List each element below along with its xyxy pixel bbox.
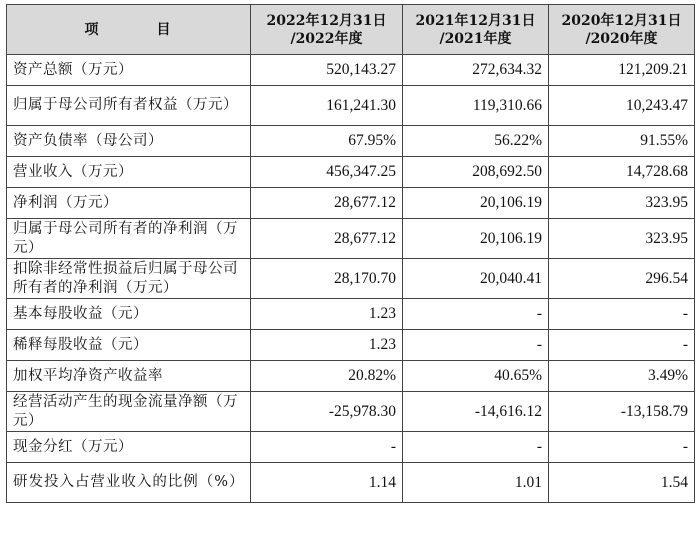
value-2020: 296.54 <box>549 259 695 299</box>
value-2020: - <box>549 299 695 330</box>
value-2021: 40.65% <box>403 361 549 392</box>
table-row <box>7 392 695 432</box>
value-2021: 1.01 <box>403 463 549 503</box>
value-2021: -14,616.12 <box>403 392 549 432</box>
value-2020: 1.54 <box>549 463 695 503</box>
table-row <box>7 259 695 299</box>
header-2022 <box>251 5 403 55</box>
table-row <box>7 126 695 157</box>
row-label: 资产负债率（母公司） <box>7 126 251 157</box>
table-header-row <box>7 5 695 55</box>
value-2020: 3.49% <box>549 361 695 392</box>
value-2022: 1.23 <box>251 330 403 361</box>
header-2021 <box>403 5 549 55</box>
table-row <box>7 86 695 126</box>
value-2021: 272,634.32 <box>403 55 549 86</box>
value-2020: 10,243.47 <box>549 86 695 126</box>
row-label: 净利润（万元） <box>7 188 251 219</box>
value-2022: 1.23 <box>251 299 403 330</box>
header-2022-year: /2022年度 <box>290 30 363 47</box>
header-item-label: 项 目 <box>84 21 193 38</box>
value-2022: 520,143.27 <box>251 55 403 86</box>
table-row <box>7 361 695 392</box>
value-2022: 161,241.30 <box>251 86 403 126</box>
row-label: 研发投入占营业收入的比例（%） <box>7 463 251 503</box>
value-2021: 20,040.41 <box>403 259 549 299</box>
row-label: 经营活动产生的现金流量净额（万元） <box>7 392 251 432</box>
value-2022: -25,978.30 <box>251 392 403 432</box>
value-2021: 56.22% <box>403 126 549 157</box>
value-2022: 67.95% <box>251 126 403 157</box>
row-label: 归属于母公司所有者的净利润（万元） <box>7 219 251 259</box>
value-2022: 28,677.12 <box>251 219 403 259</box>
row-label: 营业收入（万元） <box>7 157 251 188</box>
value-2020: 323.95 <box>549 219 695 259</box>
header-2020-year: /2020年度 <box>585 30 658 47</box>
row-label: 稀释每股收益（元） <box>7 330 251 361</box>
table-row <box>7 330 695 361</box>
row-label: 加权平均净资产收益率 <box>7 361 251 392</box>
value-2020: -13,158.79 <box>549 392 695 432</box>
value-2022: 20.82% <box>251 361 403 392</box>
value-2021: - <box>403 299 549 330</box>
value-2021: 119,310.66 <box>403 86 549 126</box>
value-2020: - <box>549 330 695 361</box>
header-2022-date: 2022年12月31日 <box>266 12 387 29</box>
table-row <box>7 55 695 86</box>
table-row <box>7 432 695 463</box>
table-row <box>7 157 695 188</box>
value-2021: 208,692.50 <box>403 157 549 188</box>
header-2021-year: /2021年度 <box>439 30 512 47</box>
value-2020: - <box>549 432 695 463</box>
value-2020: 121,209.21 <box>549 55 695 86</box>
value-2021: 20,106.19 <box>403 219 549 259</box>
value-2020: 14,728.68 <box>549 157 695 188</box>
value-2021: - <box>403 432 549 463</box>
table-row <box>7 463 695 503</box>
table-row <box>7 219 695 259</box>
value-2020: 323.95 <box>549 188 695 219</box>
financial-indicators-table <box>6 4 695 503</box>
header-2021-date: 2021年12月31日 <box>415 12 536 29</box>
value-2022: 28,170.70 <box>251 259 403 299</box>
row-label: 现金分红（万元） <box>7 432 251 463</box>
row-label: 扣除非经常性损益后归属于母公司所有者的净利润（万元） <box>7 259 251 299</box>
value-2020: 91.55% <box>549 126 695 157</box>
value-2022: 1.14 <box>251 463 403 503</box>
value-2021: - <box>403 330 549 361</box>
row-label: 归属于母公司所有者权益（万元） <box>7 86 251 126</box>
value-2022: - <box>251 432 403 463</box>
value-2021: 20,106.19 <box>403 188 549 219</box>
header-2020 <box>549 5 695 55</box>
table-row <box>7 299 695 330</box>
row-label: 资产总额（万元） <box>7 55 251 86</box>
table-row <box>7 188 695 219</box>
value-2022: 456,347.25 <box>251 157 403 188</box>
row-label: 基本每股收益（元） <box>7 299 251 330</box>
value-2022: 28,677.12 <box>251 188 403 219</box>
header-2020-date: 2020年12月31日 <box>561 12 682 29</box>
header-item <box>7 5 251 55</box>
